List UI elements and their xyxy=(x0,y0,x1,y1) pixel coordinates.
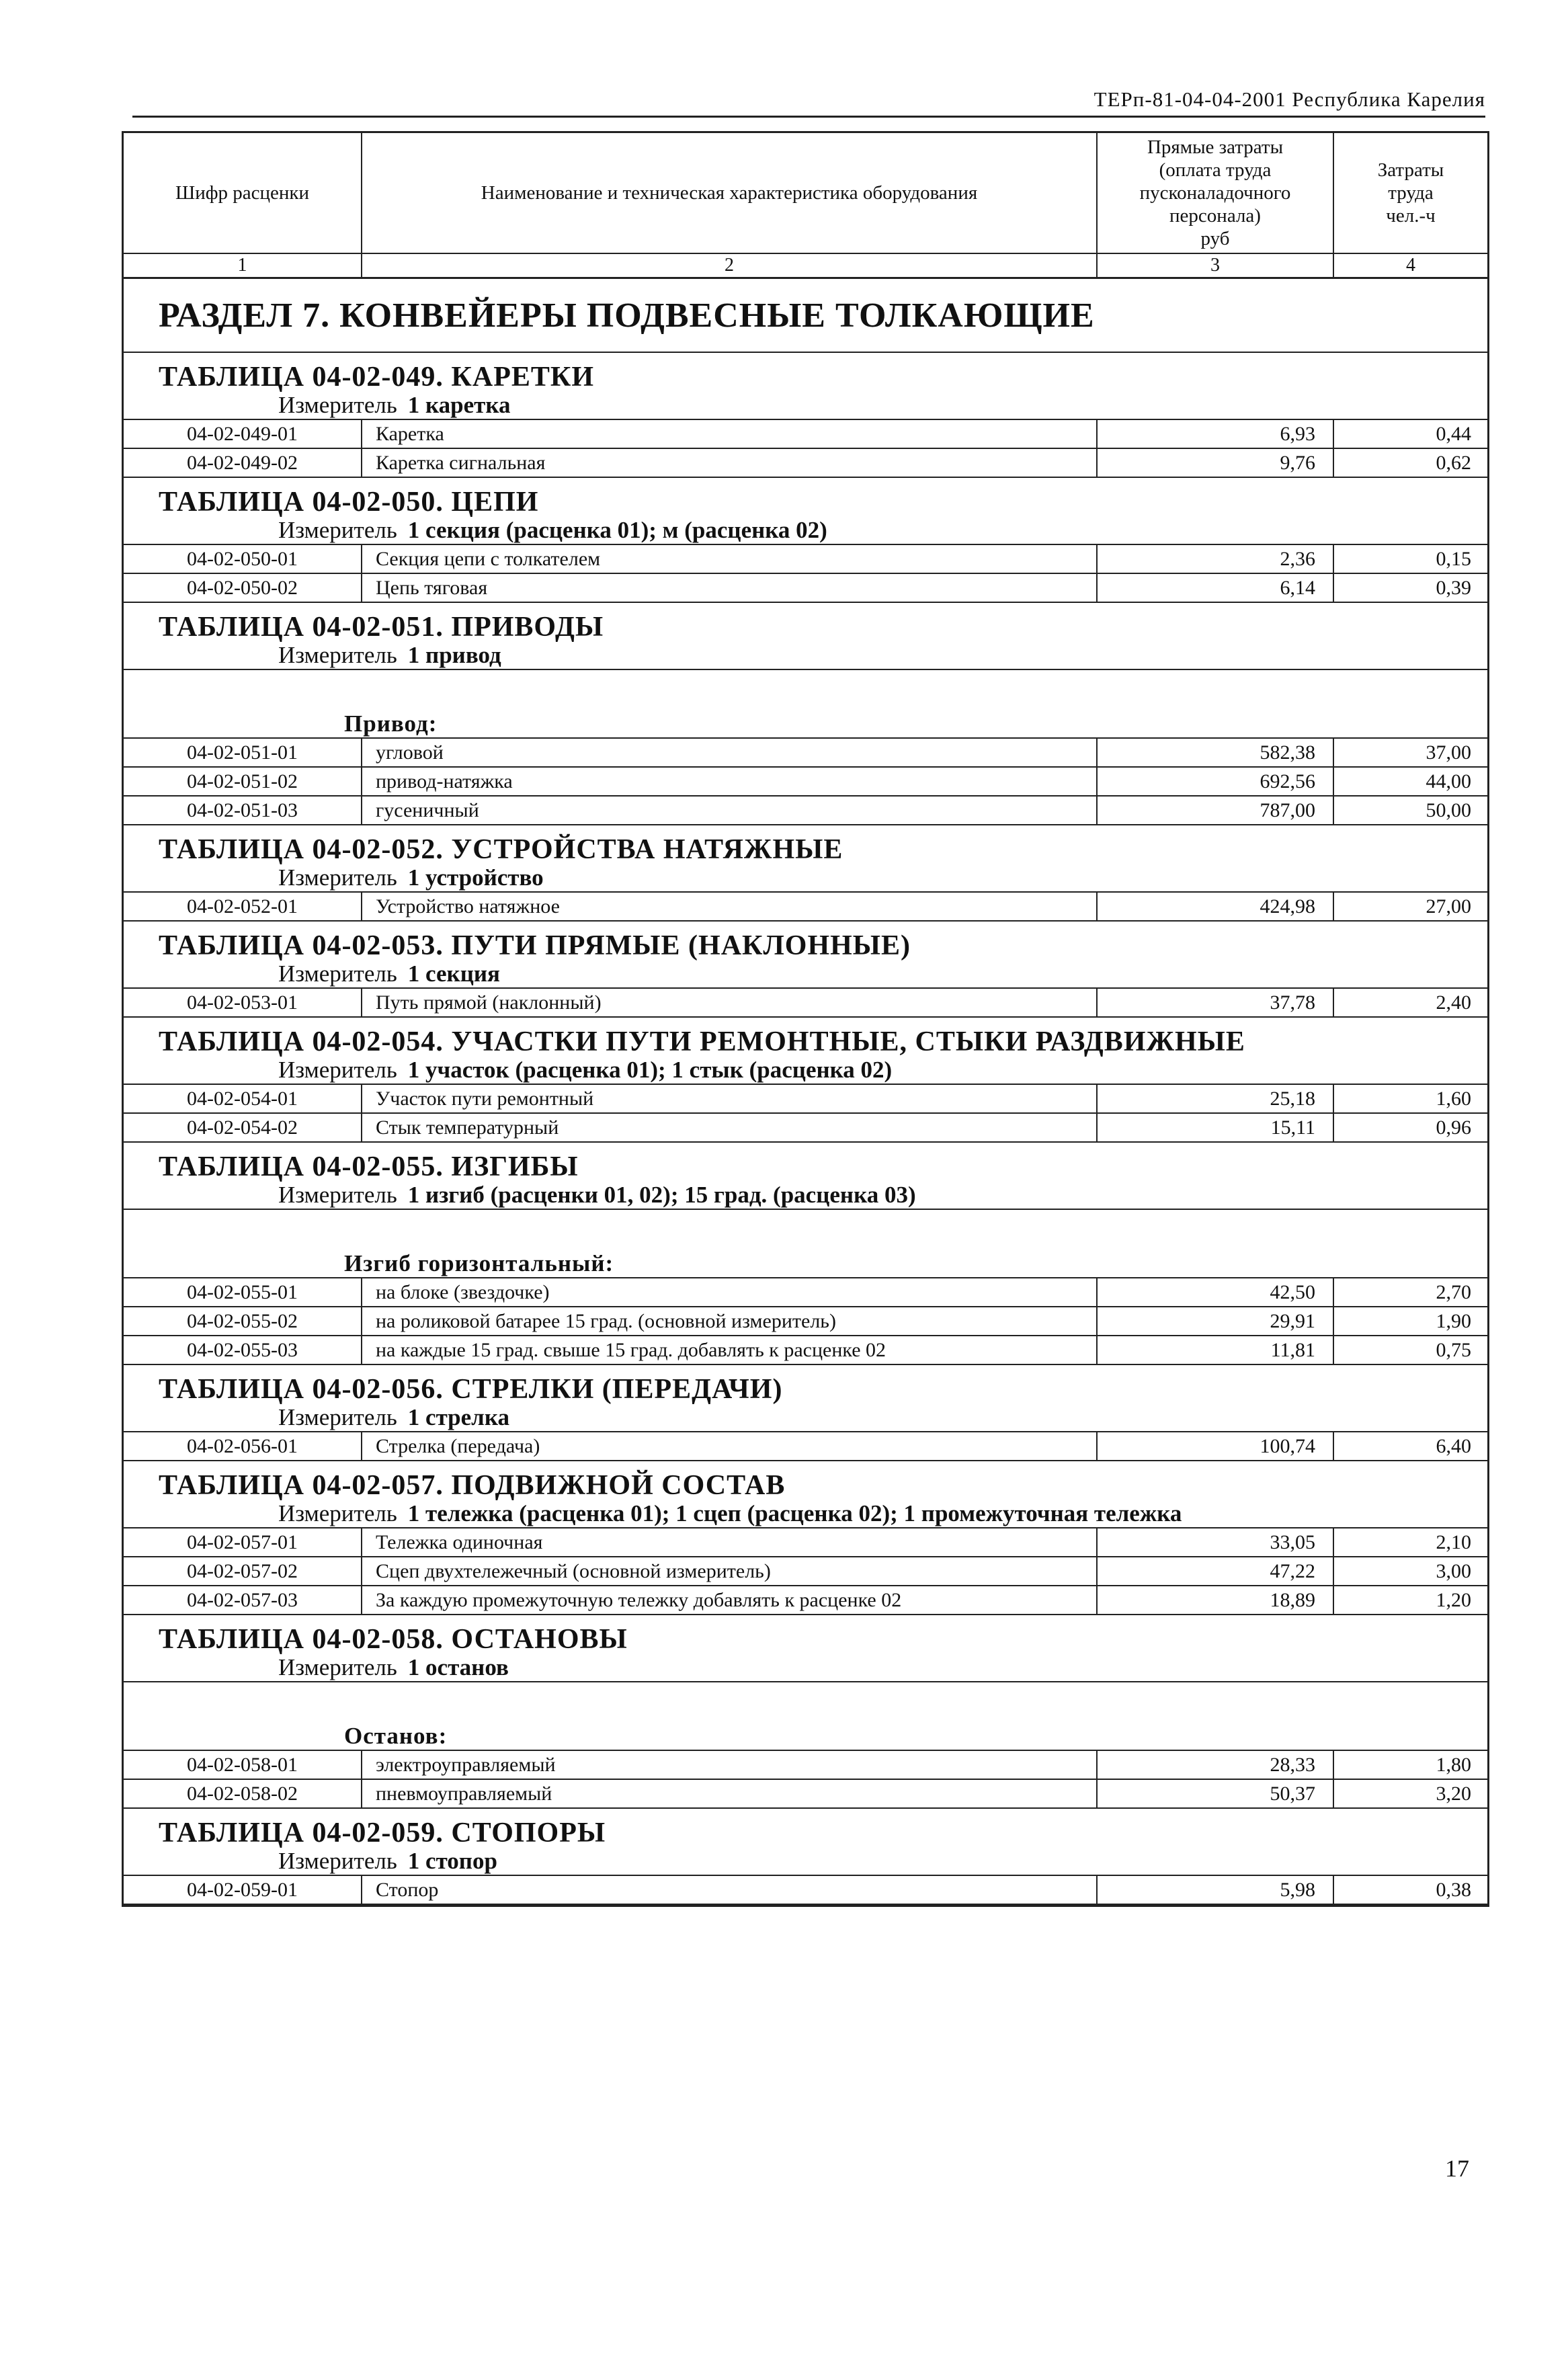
direct-cost: 2,36 xyxy=(1098,545,1334,573)
rate-code: 04-02-049-01 xyxy=(124,420,362,448)
rate-code: 04-02-050-01 xyxy=(124,545,362,573)
table-row xyxy=(124,1307,1487,1336)
labor-cost: 0,44 xyxy=(1436,422,1471,445)
direct-cost: 787,00 xyxy=(1098,797,1334,824)
meter-value: 1 каретка xyxy=(407,392,511,418)
table-title: ТАБЛИЦА 04-02-049. КАРЕТКИ xyxy=(159,362,595,393)
table-title: ТАБЛИЦА 04-02-056. СТРЕЛКИ (ПЕРЕДАЧИ) xyxy=(159,1374,783,1405)
column-number-2: 2 xyxy=(362,254,1098,277)
table-row xyxy=(124,1557,1487,1586)
direct-cost: 42,50 xyxy=(1098,1278,1334,1306)
table-row xyxy=(124,1751,1487,1780)
meter-value: 1 стопор xyxy=(407,1848,497,1874)
labor-cost: 2,10 xyxy=(1436,1531,1471,1553)
document-reference: ТЕРп-81-04-04-2001 Республика Карелия xyxy=(1094,87,1485,111)
item-name: гусеничный xyxy=(362,797,1098,824)
direct-cost: 424,98 xyxy=(1098,893,1334,920)
column-headers xyxy=(124,133,1487,254)
labor-cost: 2,40 xyxy=(1436,991,1471,1014)
labor-cost: 0,38 xyxy=(1436,1878,1471,1901)
item-name: Стрелка (передача) xyxy=(362,1432,1098,1460)
item-name: на блоке (звездочке) xyxy=(362,1278,1098,1306)
labor-cost: 1,60 xyxy=(1436,1087,1471,1110)
rate-code: 04-02-050-02 xyxy=(124,574,362,602)
table-title: ТАБЛИЦА 04-02-058. ОСТАНОВЫ xyxy=(159,1624,628,1655)
rate-code: 04-02-055-03 xyxy=(124,1336,362,1364)
item-name: Секция цепи с толкателем xyxy=(362,545,1098,573)
direct-cost: 29,91 xyxy=(1098,1307,1334,1335)
item-name: электроуправляемый xyxy=(362,1751,1098,1779)
meter-label: Измеритель xyxy=(278,1500,397,1526)
meter-label: Измеритель xyxy=(278,1654,397,1680)
table-row xyxy=(124,1586,1487,1615)
column-header-labor: Затраты труда чел.-ч xyxy=(1377,159,1444,227)
labor-cost: 0,39 xyxy=(1436,576,1471,599)
column-header-code: Шифр расценки xyxy=(124,133,362,253)
direct-cost: 28,33 xyxy=(1098,1751,1334,1779)
rate-code: 04-02-055-02 xyxy=(124,1307,362,1335)
labor-cost: 1,20 xyxy=(1436,1588,1471,1611)
table-title: ТАБЛИЦА 04-02-055. ИЗГИБЫ xyxy=(159,1151,579,1182)
column-numbers xyxy=(124,254,1487,279)
rate-code: 04-02-051-03 xyxy=(124,797,362,824)
meter-label: Измеритель xyxy=(278,517,397,543)
item-name: на каждые 15 град. свыше 15 град. добавлять к расценке 02 xyxy=(362,1336,1098,1364)
direct-cost: 37,78 xyxy=(1098,989,1334,1016)
labor-cost: 50,00 xyxy=(1426,799,1471,821)
direct-cost: 47,22 xyxy=(1098,1557,1334,1585)
direct-cost: 5,98 xyxy=(1098,1876,1334,1904)
labor-cost: 0,62 xyxy=(1436,451,1471,474)
table-meter xyxy=(124,518,1487,545)
table-group xyxy=(124,353,1487,478)
table-row xyxy=(124,1336,1487,1365)
rate-code: 04-02-055-01 xyxy=(124,1278,362,1306)
table-row xyxy=(124,545,1487,574)
table-title: ТАБЛИЦА 04-02-059. СТОПОРЫ xyxy=(159,1818,606,1848)
rate-code: 04-02-051-01 xyxy=(124,739,362,766)
labor-cost: 3,20 xyxy=(1436,1782,1471,1805)
item-name: привод-натяжка xyxy=(362,768,1098,795)
item-name: Участок пути ремонтный xyxy=(362,1085,1098,1112)
table-meter xyxy=(124,1849,1487,1876)
rate-code: 04-02-054-02 xyxy=(124,1114,362,1141)
page-number: 17 xyxy=(1445,2155,1469,2182)
direct-cost: 692,56 xyxy=(1098,768,1334,795)
meter-value: 1 останов xyxy=(407,1654,509,1680)
table-title: ТАБЛИЦА 04-02-054. УЧАСТКИ ПУТИ РЕМОНТНЫЕ, СТЫКИ РАЗДВИЖНЫЕ xyxy=(159,1026,1245,1057)
table-group xyxy=(124,1143,1487,1365)
table-row xyxy=(124,739,1487,768)
rate-code: 04-02-059-01 xyxy=(124,1876,362,1904)
column-number-3: 3 xyxy=(1098,254,1334,277)
item-name: Каретка xyxy=(362,420,1098,448)
table-meter xyxy=(124,1058,1487,1085)
labor-cost: 44,00 xyxy=(1426,770,1471,792)
direct-cost: 9,76 xyxy=(1098,449,1334,477)
item-name: Сцеп двухтележечный (основной измеритель) xyxy=(362,1557,1098,1585)
table-subheading: Останов: xyxy=(124,1717,1487,1751)
meter-label: Измеритель xyxy=(278,1404,397,1430)
item-name: Устройство натяжное xyxy=(362,893,1098,920)
meter-label: Измеритель xyxy=(278,392,397,418)
header-rule xyxy=(132,116,1485,118)
table-row xyxy=(124,574,1487,603)
rate-code: 04-02-056-01 xyxy=(124,1432,362,1460)
item-name: угловой xyxy=(362,739,1098,766)
table-groups xyxy=(124,353,1487,1905)
table-row xyxy=(124,797,1487,825)
table-meter xyxy=(124,866,1487,893)
meter-value: 1 устройство xyxy=(407,864,544,891)
labor-cost: 1,80 xyxy=(1436,1753,1471,1776)
direct-cost: 33,05 xyxy=(1098,1528,1334,1556)
item-name: на роликовой батарее 15 град. (основной измеритель) xyxy=(362,1307,1098,1335)
meter-label: Измеритель xyxy=(278,1057,397,1083)
meter-value: 1 тележка (расценка 01); 1 сцеп (расценка 02); 1 промежуточная тележка xyxy=(407,1500,1182,1526)
meter-value: 1 стрелка xyxy=(407,1404,509,1430)
meter-label: Измеритель xyxy=(278,642,397,668)
rate-code: 04-02-053-01 xyxy=(124,989,362,1016)
table-row xyxy=(124,1780,1487,1809)
rate-code: 04-02-058-02 xyxy=(124,1780,362,1807)
labor-cost: 1,90 xyxy=(1436,1309,1471,1332)
table-meter xyxy=(124,1656,1487,1682)
meter-label: Измеритель xyxy=(278,864,397,891)
column-number-1: 1 xyxy=(124,254,362,277)
table-meter xyxy=(124,1405,1487,1432)
meter-value: 1 изгиб (расценки 01, 02); 15 град. (расценка 03) xyxy=(407,1182,916,1208)
rate-code: 04-02-052-01 xyxy=(124,893,362,920)
direct-cost: 582,38 xyxy=(1098,739,1334,766)
rate-code: 04-02-051-02 xyxy=(124,768,362,795)
item-name: пневмоуправляемый xyxy=(362,1780,1098,1807)
direct-cost: 100,74 xyxy=(1098,1432,1334,1460)
table-group xyxy=(124,1809,1487,1905)
direct-cost: 18,89 xyxy=(1098,1586,1334,1614)
item-name: Стык температурный xyxy=(362,1114,1098,1141)
rate-code: 04-02-058-01 xyxy=(124,1751,362,1779)
table-row xyxy=(124,449,1487,478)
table-title: ТАБЛИЦА 04-02-053. ПУТИ ПРЯМЫЕ (НАКЛОННЫЕ) xyxy=(159,930,911,961)
direct-cost: 11,81 xyxy=(1098,1336,1334,1364)
meter-value: 1 секция xyxy=(407,961,500,987)
item-name: За каждую промежуточную тележку добавлять к расценке 02 xyxy=(362,1586,1098,1614)
table-meter xyxy=(124,1502,1487,1528)
table-group xyxy=(124,922,1487,1018)
table-row xyxy=(124,1114,1487,1143)
rate-code: 04-02-057-02 xyxy=(124,1557,362,1585)
item-name: Тележка одиночная xyxy=(362,1528,1098,1556)
column-header-direct-cost: Прямые затраты (оплата труда пусконаладочного персонала) руб xyxy=(1098,133,1334,253)
rate-code: 04-02-057-03 xyxy=(124,1586,362,1614)
table-row xyxy=(124,768,1487,797)
meter-label: Измеритель xyxy=(278,1182,397,1208)
labor-cost: 37,00 xyxy=(1426,741,1471,764)
labor-cost: 3,00 xyxy=(1436,1559,1471,1582)
labor-cost: 0,96 xyxy=(1436,1116,1471,1139)
table-row xyxy=(124,1876,1487,1905)
table-meter xyxy=(124,962,1487,989)
table-row xyxy=(124,1432,1487,1461)
labor-cost: 0,75 xyxy=(1436,1338,1471,1361)
meter-value: 1 секция (расценка 01); м (расценка 02) xyxy=(407,517,827,543)
table-group xyxy=(124,478,1487,603)
table-row xyxy=(124,1085,1487,1114)
table-title: ТАБЛИЦА 04-02-050. ЦЕПИ xyxy=(159,487,539,518)
direct-cost: 6,93 xyxy=(1098,420,1334,448)
table-group xyxy=(124,1018,1487,1143)
item-name: Цепь тяговая xyxy=(362,574,1098,602)
table-group xyxy=(124,1461,1487,1615)
direct-cost: 6,14 xyxy=(1098,574,1334,602)
table-title: ТАБЛИЦА 04-02-052. УСТРОЙСТВА НАТЯЖНЫЕ xyxy=(159,834,843,865)
table-row xyxy=(124,420,1487,449)
table-subheading: Изгиб горизонтальный: xyxy=(124,1245,1487,1278)
table-group xyxy=(124,1365,1487,1461)
rates-table xyxy=(122,131,1489,1907)
direct-cost: 25,18 xyxy=(1098,1085,1334,1112)
direct-cost: 15,11 xyxy=(1098,1114,1334,1141)
labor-cost: 0,15 xyxy=(1436,547,1471,570)
column-number-4: 4 xyxy=(1406,255,1415,276)
rate-code: 04-02-049-02 xyxy=(124,449,362,477)
item-name: Путь прямой (наклонный) xyxy=(362,989,1098,1016)
direct-cost: 50,37 xyxy=(1098,1780,1334,1807)
column-header-name: Наименование и техническая характеристика оборудования xyxy=(362,133,1098,253)
rate-code: 04-02-057-01 xyxy=(124,1528,362,1556)
meter-value: 1 участок (расценка 01); 1 стык (расценка 02) xyxy=(407,1057,893,1083)
table-meter xyxy=(124,393,1487,420)
table-group xyxy=(124,1615,1487,1809)
meter-label: Измеритель xyxy=(278,961,397,987)
item-name: Каретка сигнальная xyxy=(362,449,1098,477)
table-row xyxy=(124,893,1487,922)
table-row xyxy=(124,1528,1487,1557)
rate-code: 04-02-054-01 xyxy=(124,1085,362,1112)
table-subheading: Привод: xyxy=(124,705,1487,739)
item-name: Стопор xyxy=(362,1876,1098,1904)
labor-cost: 2,70 xyxy=(1436,1280,1471,1303)
table-meter xyxy=(124,1183,1487,1210)
table-group xyxy=(124,825,1487,922)
labor-cost: 27,00 xyxy=(1426,895,1471,917)
table-row xyxy=(124,989,1487,1018)
table-row xyxy=(124,1278,1487,1307)
meter-value: 1 привод xyxy=(407,642,501,668)
table-title: ТАБЛИЦА 04-02-057. ПОДВИЖНОЙ СОСТАВ xyxy=(159,1470,786,1501)
section-title: РАЗДЕЛ 7. КОНВЕЙЕРЫ ПОДВЕСНЫЕ ТОЛКАЮЩИЕ xyxy=(124,279,1487,353)
labor-cost: 6,40 xyxy=(1436,1434,1471,1457)
table-meter xyxy=(124,643,1487,670)
table-group xyxy=(124,603,1487,825)
table-title: ТАБЛИЦА 04-02-051. ПРИВОДЫ xyxy=(159,612,604,643)
meter-label: Измеритель xyxy=(278,1848,397,1874)
